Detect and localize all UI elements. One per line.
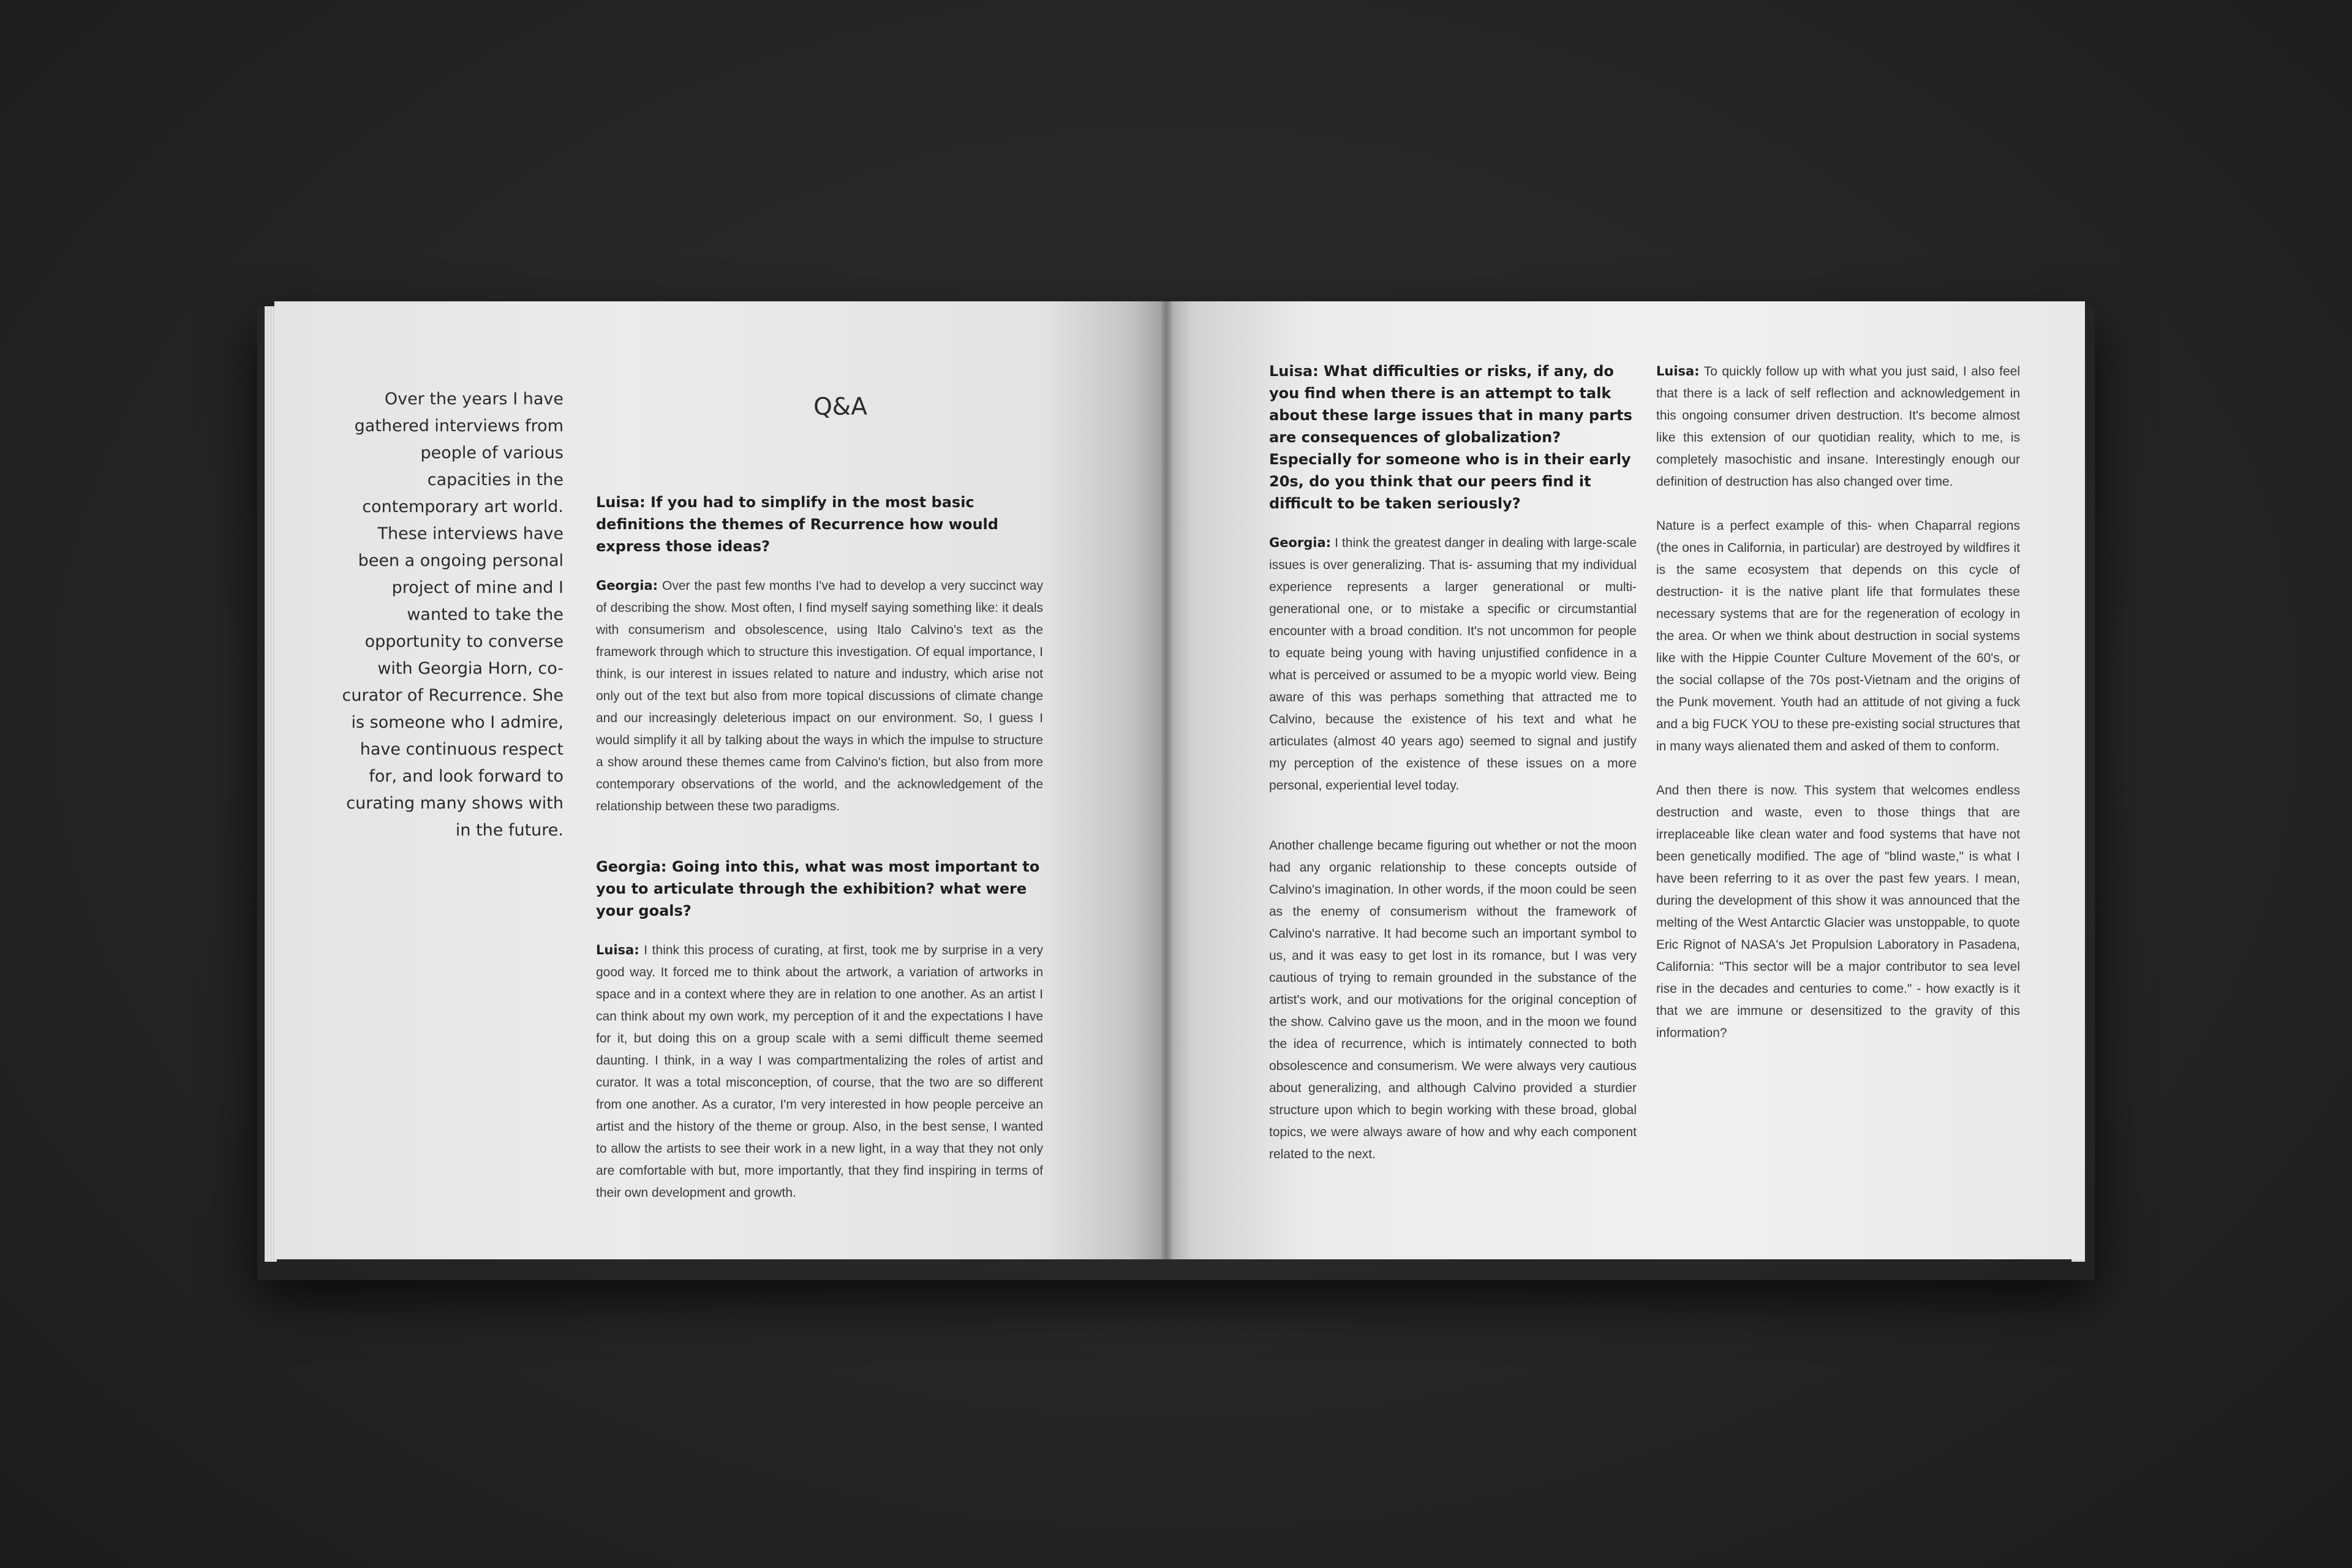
answer-4-paragraph-2: Nature is a perfect example of this- when Chaparral regions (the ones in California, in particular) are destroyed by wildfires it is the same ecosystem that depends on this cycle of destruction- it is the native plant life that formulates these necessary systems that are for the regeneration of ecology in the area. Or when we think about destruction in social systems like with the Hippie Counter Culture Movement of the 60's, or the social collapse of the 70s post-Vietnam and the origins of the Punk movement. Youth had an attitude of not giving a fuck and a big FUCK YOU to these pre-existing social structures that in many ways alienated them and asked of them to conform. (1656, 519, 2020, 753)
answer-4 (1656, 360, 2020, 493)
answer-3-text: I think the greatest danger in dealing with large-scale issues is over generalizing. That is- assuming that my individual experience represents a larger generational or multi-generational one, or to mistake a specific or circumstantial encounter with a broad condition. It's not uncommon for people to equate being young with having unjustified confidence in a what is perceived or assumed to be a myopic world view. Being aware of this was perhaps something that attracted me to Calvino, because the existence of his text and what he articulates (almost 40 years ago) seemed to signal and justify my perception of the existence of these issues on a more personal, experiential level today. (1269, 536, 1637, 793)
intro-paragraph: Over the years I have gathered interviews from people of various capacities in the contemporary art world. These interviews have been a ongoing personal project of mine and I wanted to take the opportunity to converse with Georgia Horn, co-curator of Recurrence. She is someone who I admire, have continuous respect for, and look forward to curating many shows with in the future. (342, 390, 564, 840)
answer-4-paragraph-3: And then there is now. This system that welcomes endless destruction and waste, even to those things that are irreplaceable like clean water and food systems that have not been genetically modified. The age of "blind waste," is what I have been referring to it as over the past few years. I mean, during the development of this show it was announced that the melting of the West Antarctic Glacier was unstoppable, to quote Eric Rignot of NASA's Jet Propulsion Laboratory in Pasadena, California: "This sector will be a major contributor to sea level rise in the decades and centuries to come." - how exactly is it that we are immune or desensitized to the gravity of this information? (1656, 783, 2020, 1040)
answer-2-text: I think this process of curating, at first, took me by surprise in a very good way. It forced me to think about the artwork, a variation of artworks in space and in a context where they are in relation to one another. As an artist I can think about my own work, my perception of it and the expectations I have for it, but doing this on a group scale with a semi difficult theme seemed daunting. I think, in a way I was compartmentalizing the roles of artist and curator. It was a total misconception, of course, that the two are so different from one another. As a curator, I'm very interested in how people perceive an artist and the history of the theme or group. Also, in the best sense, I wanted to allow the artists to see their work in a new light, in a way that they not only are comfortable with but, more importantly, that they find inspiring in terms of their own development and growth. (596, 943, 1043, 1200)
left-page (274, 301, 1166, 1259)
question-3: Luisa: What difficulties or risks, if any, do you find when there is an attempt to talk about these large issues that in many parts are consequences of globalization? Especially for someone who is in their early 20s, do you think that our peers find it difficult to be taken seriously? (1269, 363, 1632, 512)
answer-3-speaker: Georgia: (1269, 535, 1332, 550)
question-1: Luisa: If you had to simplify in the most basic definitions the themes of Recurrence how would express those ideas? (596, 494, 998, 555)
answer-1 (596, 575, 1043, 818)
answer-3 (1269, 532, 1637, 797)
answer-1-speaker: Georgia: (596, 578, 658, 593)
left-interview-column (596, 491, 1043, 1242)
page-title: Q&A (813, 393, 867, 421)
right-interview-column-1 (1269, 360, 1637, 1204)
answer-4-speaker: Luisa: (1656, 364, 1700, 379)
right-interview-column-2 (1656, 360, 2020, 1066)
question-2: Georgia: Going into this, what was most important to you to articulate through the exhibition? what were your goals? (596, 858, 1040, 919)
answer-4-text: To quickly follow up with what you just said, I also feel that there is a lack of self reflection and acknowledgement in this ongoing consumer driven destruction. It's become almost like this extension of our quotidian reality, which to me, is completely masochistic and insane. Interestingly enough our definition of destruction has also changed over time. (1656, 364, 2020, 489)
answer-2-speaker: Luisa: (596, 943, 639, 957)
answer-2 (596, 939, 1043, 1204)
right-page (1166, 301, 2085, 1259)
spine-gutter-shadow (1160, 301, 1174, 1259)
answer-3-paragraph-2: Another challenge became figuring out whether or not the moon had any organic relationship to these concepts outside of Calvino's imagination. In other words, if the moon could be seen as the enemy of consumerism without the framework of Calvino's narrative. It had become such an important symbol to us, and it was easy to get lost in its romance, but I was very cautious of trying to remain grounded in the substance of the artist's work, and our motivations for the original conception of the show. Calvino gave us the moon, and in the moon we found the idea of recurrence, which is intimately connected to both obsolescence and consumerism. We were always very cautious about generalizing, and although Calvino provided a sturdier structure upon which to begin working with these broad, global topics, we were always aware of how and why each component related to the next. (1269, 839, 1637, 1161)
answer-1-text: Over the past few months I've had to develop a very succinct way of describing the show. Most often, I find myself saying something like: it deals with consumerism and obsolescence, using Italo Calvino's text as the framework through which to structure this investigation. Of equal importance, I think, is our interest in issues related to nature and industry, which arise not only out of the text but also from more topical discussions of climate change and our increasingly deleterious impact on our environment. So, I guess I would simplify it all by talking about the ways in which the impulse to structure a show around these themes came from Calvino's fiction, but also from more contemporary observations of the world, and the acknowledgement of the relationship between these two paradigms. (596, 579, 1043, 813)
